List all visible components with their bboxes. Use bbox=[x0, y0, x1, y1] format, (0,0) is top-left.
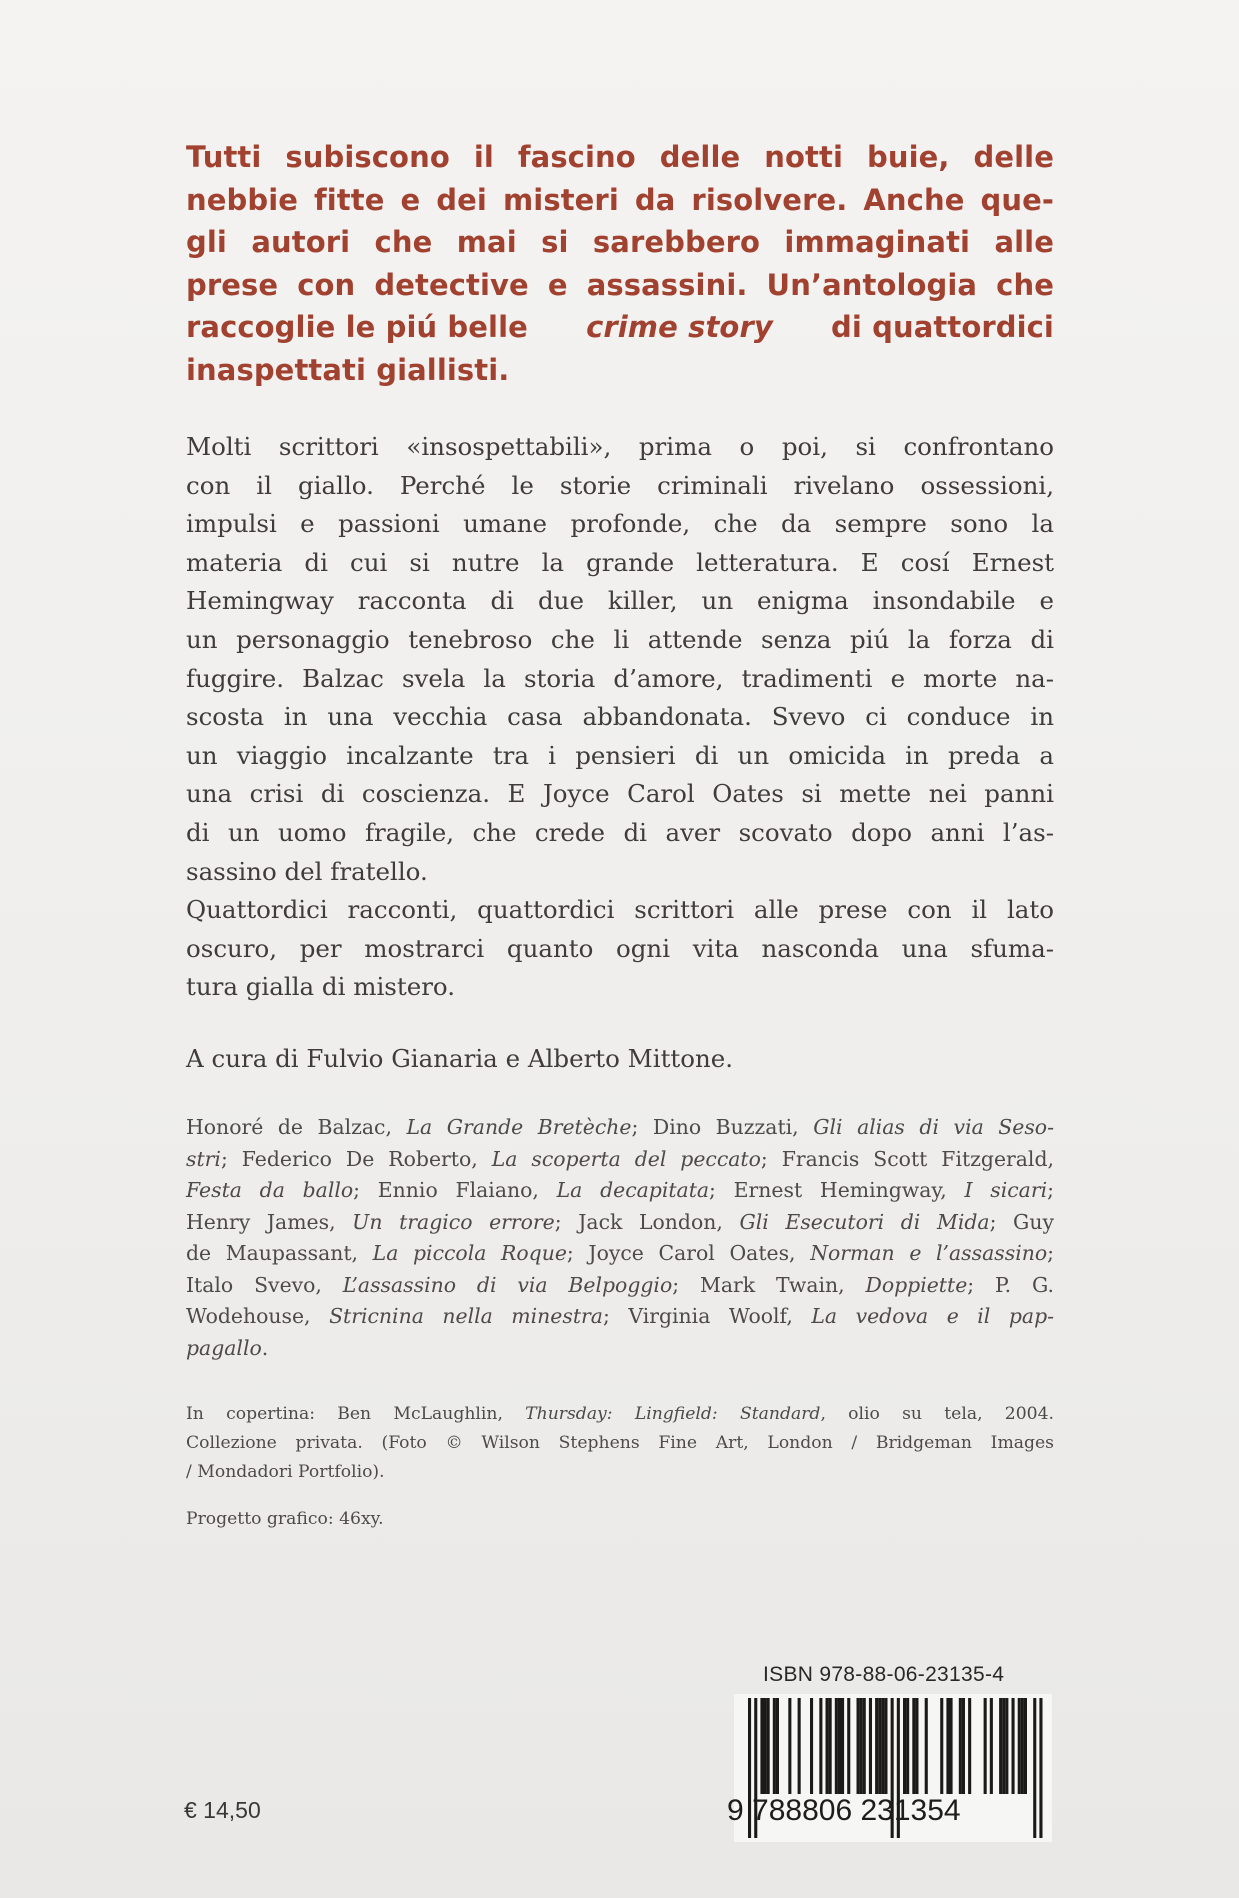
barcode-bar bbox=[990, 1698, 993, 1794]
blurb-line: nebbie fitte e dei misteri da risolvere. Anche que- bbox=[186, 182, 1054, 217]
contents-text: . bbox=[261, 1335, 269, 1360]
barcode-bar bbox=[1021, 1698, 1024, 1794]
contents-title: Gli Esecutori di Mida bbox=[739, 1209, 990, 1234]
description-line: un viaggio incalzante tra i pensieri di un omicida in preda a bbox=[186, 740, 1054, 770]
contents-text: ; Dino Buzzati, bbox=[631, 1115, 814, 1139]
contents-text: Honoré de Balzac, bbox=[186, 1115, 407, 1139]
description-line: Molti scrittori «insospettabili», prima o poi, si confrontano bbox=[186, 432, 1054, 461]
editors-credit: A cura di Fulvio Gianaria e Alberto Mittone. bbox=[186, 1044, 734, 1073]
barcode-bar bbox=[826, 1698, 829, 1794]
description-line: fuggire. Balzac svela la storia d’amore, tradimenti e morte na- bbox=[186, 663, 1054, 693]
barcode-bar bbox=[968, 1698, 971, 1794]
price: € 14,50 bbox=[184, 1797, 261, 1823]
barcode-bar bbox=[773, 1698, 776, 1794]
barcode-bar bbox=[863, 1698, 866, 1794]
barcode-bar bbox=[878, 1698, 881, 1794]
contents-title: stri bbox=[186, 1146, 221, 1171]
barcode-bar bbox=[1039, 1698, 1042, 1838]
contents-text: ; Mark Twain, bbox=[672, 1272, 866, 1297]
barcode-bar bbox=[946, 1698, 949, 1794]
blurb-line: Tutti subiscono il fascino delle notti buie, delle bbox=[186, 140, 1054, 174]
contents-line bbox=[186, 1333, 1054, 1365]
contents-title: Gli alias di via Seso- bbox=[813, 1115, 1054, 1139]
barcode-bar bbox=[819, 1698, 822, 1794]
contents-line bbox=[186, 1301, 1054, 1333]
description-line: materia di cui si nutre la grande letteratura. E cosí Ernest bbox=[186, 547, 1054, 577]
barcode-bar bbox=[835, 1698, 838, 1794]
description-line: con il giallo. Perché le storie criminali rivelano ossessioni, bbox=[186, 470, 1054, 500]
barcode-bar bbox=[999, 1698, 1002, 1794]
contents-title: Un tragico errore bbox=[352, 1209, 555, 1234]
contents-line bbox=[186, 1238, 1054, 1270]
contents-title: I sicari bbox=[964, 1178, 1048, 1202]
contents-text: Italo Svevo, bbox=[186, 1272, 343, 1297]
contents-text: de Maupassant, bbox=[186, 1241, 373, 1265]
contents-text: ; Ennio Flaiano, bbox=[353, 1178, 557, 1202]
barcode-bar bbox=[884, 1698, 887, 1794]
contents-line bbox=[186, 1207, 1054, 1239]
contents-text: ; Jack London, bbox=[554, 1209, 740, 1234]
barcode-bar bbox=[829, 1698, 832, 1794]
description-line: un personaggio tenebroso che li attende senza piú la forza di bbox=[186, 624, 1054, 654]
barcode-bar bbox=[776, 1698, 779, 1794]
barcode-bar bbox=[810, 1698, 813, 1794]
description-line: scosta in una vecchia casa abbandonata. Svevo ci conduce in bbox=[186, 702, 1054, 732]
blurb-line: inaspettati giallisti. bbox=[186, 352, 510, 387]
blurb-line: prese con detective e assassini. Un’antologia che bbox=[186, 267, 1054, 302]
barcode-bar bbox=[912, 1698, 915, 1794]
contents-line bbox=[186, 1270, 1054, 1302]
barcode-bar bbox=[841, 1698, 844, 1794]
barcode-bar bbox=[767, 1698, 770, 1794]
description-line: impulsi e passioni umane profonde, che da sempre sono la bbox=[186, 509, 1054, 539]
barcode-bar bbox=[1005, 1698, 1008, 1794]
barcode-bar bbox=[1024, 1698, 1027, 1794]
credits-text: , olio su tela, 2004. bbox=[820, 1404, 1054, 1424]
barcode-bar bbox=[1018, 1698, 1021, 1794]
description-line: una crisi di coscienza. E Joyce Carol Oates si mette nei panni bbox=[186, 779, 1054, 809]
description-line: di un uomo fragile, che crede di aver scovato dopo anni l’as- bbox=[186, 817, 1054, 847]
contents-title: La vedova e il pap- bbox=[811, 1304, 1055, 1328]
credits-text: In copertina: Ben McLaughlin, bbox=[186, 1404, 526, 1424]
description-line: Hemingway racconta di due killer, un enigma insondabile e bbox=[186, 586, 1054, 616]
contents-title: La piccola Roque bbox=[372, 1241, 567, 1265]
barcode-bar bbox=[903, 1698, 906, 1794]
blurb-line: gli autori che mai si sarebbero immaginati alle bbox=[186, 225, 1054, 259]
isbn-label: ISBN 978-88-06-23135-4 bbox=[763, 1663, 1005, 1686]
barcode-bar bbox=[1002, 1698, 1005, 1794]
blurb bbox=[186, 136, 1054, 391]
contents-title: La Grande Bretèche bbox=[406, 1115, 632, 1139]
contents-title: La decapitata bbox=[556, 1178, 710, 1202]
description-line: tura gialla di mistero. bbox=[186, 972, 456, 1002]
description-line: Quattordici racconti, quattordici scrittori alle prese con il lato bbox=[186, 895, 1054, 925]
contents-text: Wodehouse, bbox=[186, 1304, 330, 1328]
barcode-bar bbox=[962, 1698, 965, 1794]
contents-text: Henry James, bbox=[186, 1209, 353, 1234]
contents-title: Doppiette bbox=[865, 1272, 968, 1297]
barcode-bar bbox=[984, 1698, 987, 1794]
barcode-bar bbox=[940, 1698, 943, 1794]
contents-text: ; Virginia Woolf, bbox=[602, 1304, 812, 1328]
barcode-bar bbox=[838, 1698, 841, 1794]
barcode-bar bbox=[925, 1698, 928, 1794]
contents-text: ; Francis Scott Fitzgerald, bbox=[760, 1146, 1054, 1171]
contents-title: Norman e l’assassino bbox=[810, 1241, 1048, 1265]
barcode-bar bbox=[950, 1698, 953, 1794]
contents-text: ; bbox=[1047, 1241, 1055, 1265]
contents-text: ; P. G. bbox=[967, 1272, 1054, 1297]
barcode-bar bbox=[860, 1698, 863, 1794]
contents-title: pagallo bbox=[186, 1335, 262, 1360]
blurb-text: di quattordici bbox=[820, 310, 1054, 344]
barcode-bar bbox=[1033, 1698, 1036, 1838]
description-line: oscuro, per mostrarci quanto ogni vita nasconda una sfuma- bbox=[186, 933, 1054, 963]
contents-line bbox=[186, 1175, 1054, 1207]
barcode-bar bbox=[847, 1698, 850, 1794]
barcode-bar bbox=[764, 1698, 767, 1794]
barcode-bar bbox=[788, 1698, 791, 1794]
contents-title: La scoperta del peccato bbox=[491, 1146, 761, 1171]
contents-text: ; Joyce Carol Oates, bbox=[566, 1241, 811, 1265]
contents-line bbox=[186, 1112, 1054, 1144]
barcode-digits: 9 788806 231354 bbox=[727, 1794, 961, 1827]
barcode-bar bbox=[915, 1698, 918, 1794]
contents-text: ; Federico De Roberto, bbox=[220, 1146, 492, 1171]
credits-line: / Mondadori Portfolio). bbox=[186, 1462, 385, 1482]
artwork-title: Thursday: Lingfield: Standard bbox=[525, 1404, 821, 1424]
contents-title: Festa da ballo bbox=[186, 1178, 354, 1202]
barcode-bar bbox=[869, 1698, 872, 1794]
cover-credits bbox=[186, 1400, 1054, 1487]
design-credit: Progetto grafico: 46xy. bbox=[186, 1509, 384, 1529]
contents-title: Stricnina nella minestra bbox=[329, 1304, 603, 1328]
contents-title: L’assassino di via Belpoggio bbox=[342, 1272, 673, 1297]
blurb-text: raccoglie le piú belle bbox=[186, 310, 539, 344]
blurb-italic: crime story bbox=[586, 310, 773, 344]
contents-text: ; Ernest Hemingway, bbox=[709, 1178, 965, 1202]
barcode-bar bbox=[875, 1698, 878, 1794]
barcode-bar bbox=[857, 1698, 860, 1794]
contents-text: ; bbox=[1047, 1178, 1054, 1202]
barcode-bar bbox=[881, 1698, 884, 1794]
blurb-line bbox=[186, 306, 1054, 349]
contents-list bbox=[186, 1112, 1054, 1364]
barcode-bar bbox=[906, 1698, 909, 1794]
description bbox=[186, 428, 1054, 1007]
credits-line bbox=[186, 1400, 1054, 1429]
description-line: sassino del fratello. bbox=[186, 856, 428, 886]
barcode-bar bbox=[959, 1698, 962, 1794]
credits-line: Collezione privata. (Foto © Wilson Stephens Fine Art, London / Bridgeman Images bbox=[186, 1433, 1054, 1453]
barcode-bar bbox=[798, 1698, 801, 1794]
barcode-bar bbox=[1012, 1698, 1015, 1794]
barcode-bar bbox=[760, 1698, 763, 1794]
contents-text: ; Guy bbox=[989, 1209, 1054, 1234]
contents-line bbox=[186, 1144, 1054, 1176]
